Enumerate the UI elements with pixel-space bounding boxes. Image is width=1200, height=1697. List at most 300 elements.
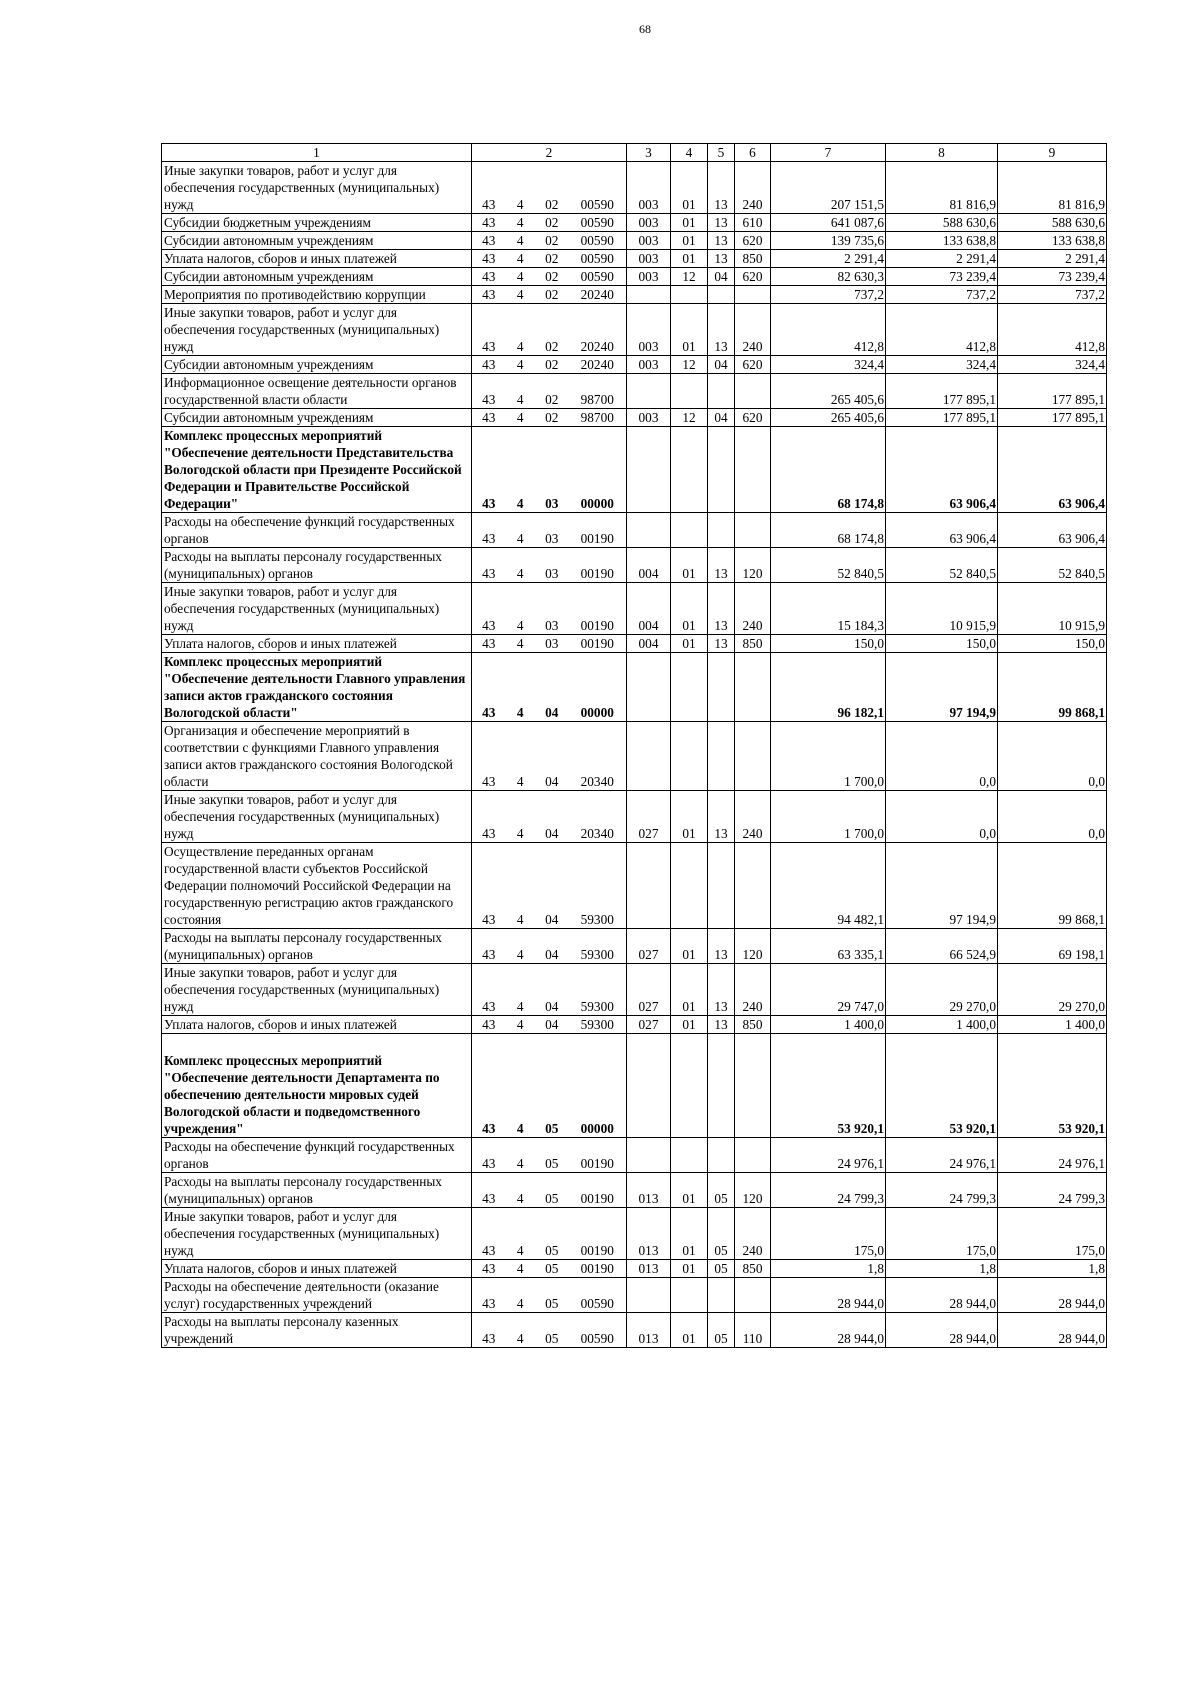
row-c4: 01 [671,304,708,356]
row-c5: 13 [708,791,735,843]
row-c4 [671,1138,708,1173]
row-c4: 01 [671,1173,708,1208]
row-amount-c7: 28 944,0 [771,1278,886,1313]
row-c5: 05 [708,1260,735,1278]
row-name: Уплата налогов, сборов и иных платежей [162,1260,472,1278]
page-number: 68 [639,22,651,36]
row-code-group [472,268,627,286]
row-c5: 05 [708,1173,735,1208]
row-code-part: 00190 [580,566,614,581]
row-name: Информационное освещение деятельности органов государственной власти области [162,374,472,409]
row-code-part: 20340 [580,826,614,841]
row-name: Уплата налогов, сборов и иных платежей [162,635,472,653]
row-c6: 240 [735,791,771,843]
row-code-part: 4 [516,269,524,284]
row-c4: 01 [671,635,708,653]
row-c6: 110 [735,1313,771,1348]
row-c4 [671,513,708,548]
row-c4: 01 [671,232,708,250]
row-amount-c9: 588 630,6 [998,214,1107,232]
row-code-part: 02 [545,197,559,212]
row-code-part: 00000 [580,705,614,720]
row-c5: 04 [708,356,735,374]
row-code-part: 43 [482,826,496,841]
row-c3: 003 [627,304,671,356]
row-code-group [472,427,627,513]
row-amount-c7: 15 184,3 [771,583,886,635]
row-c6: 240 [735,1208,771,1260]
row-c4 [671,374,708,409]
row-code-group [472,583,627,635]
row-c3: 003 [627,409,671,427]
row-code-part: 43 [482,496,496,511]
row-c5 [708,1034,735,1138]
row-amount-c9: 81 816,9 [998,162,1107,214]
row-amount-c8: 24 976,1 [886,1138,998,1173]
row-name: Расходы на выплаты персоналу государственных (муниципальных) органов [162,929,472,964]
row-code-group [472,356,627,374]
table-row [162,513,1107,548]
table-row [162,374,1107,409]
row-c4 [671,1278,708,1313]
row-code-part: 00590 [580,269,614,284]
row-c5: 13 [708,635,735,653]
row-amount-c8: 0,0 [886,722,998,791]
row-c3: 027 [627,964,671,1016]
row-amount-c9: 24 976,1 [998,1138,1107,1173]
row-amount-c7: 63 335,1 [771,929,886,964]
row-code-part: 4 [516,1331,524,1346]
row-code-part: 04 [545,947,559,962]
row-c5: 05 [708,1208,735,1260]
row-code-part: 4 [516,1261,524,1276]
row-name: Осуществление переданных органам государственной власти субъектов Российской Федерации полномочий Российской Федерации на государственную регистрацию актов гражданского состояния [162,843,472,929]
row-code-group [472,1016,627,1034]
row-c3 [627,843,671,929]
row-c3: 004 [627,548,671,583]
row-c3 [627,286,671,304]
row-code-part: 4 [516,826,524,841]
row-code-part: 4 [516,566,524,581]
row-amount-c8: 175,0 [886,1208,998,1260]
table-row [162,427,1107,513]
row-code-part: 03 [545,636,559,651]
row-code-part: 4 [516,233,524,248]
row-code-part: 00190 [580,1191,614,1206]
row-c6 [735,843,771,929]
row-code-part: 05 [545,1243,559,1258]
row-code-part: 43 [482,1296,496,1311]
row-c3: 013 [627,1313,671,1348]
row-code-group [472,1138,627,1173]
row-code-part: 4 [516,912,524,927]
row-amount-c9: 52 840,5 [998,548,1107,583]
row-code-part: 4 [516,1243,524,1258]
row-code-part: 43 [482,1156,496,1171]
row-code-part: 4 [516,496,524,511]
row-c5 [708,286,735,304]
row-code-part: 98700 [580,410,614,425]
col-header: 2 [472,144,627,162]
row-c4 [671,1034,708,1138]
row-amount-c9: 1 400,0 [998,1016,1107,1034]
row-code-part: 4 [516,339,524,354]
row-amount-c7: 2 291,4 [771,250,886,268]
col-header: 6 [735,144,771,162]
row-code-part: 04 [545,826,559,841]
row-code-part: 43 [482,912,496,927]
row-name: Субсидии автономным учреждениям [162,409,472,427]
row-amount-c7: 1,8 [771,1260,886,1278]
row-code-part: 43 [482,410,496,425]
row-c3: 004 [627,635,671,653]
row-amount-c7: 737,2 [771,286,886,304]
row-name: Организация и обеспечение мероприятий в соответствии с функциями Главного управления записи актов гражданского состояния Вологодской области [162,722,472,791]
row-c4: 01 [671,1313,708,1348]
row-code-group [472,1208,627,1260]
row-amount-c8: 0,0 [886,791,998,843]
col-header: 5 [708,144,735,162]
row-code-part: 4 [516,410,524,425]
row-code-part: 43 [482,774,496,789]
row-c4 [671,653,708,722]
row-c6: 240 [735,964,771,1016]
row-c3: 027 [627,791,671,843]
row-code-group [472,1260,627,1278]
row-c4 [671,722,708,791]
row-amount-c9: 24 799,3 [998,1173,1107,1208]
col-header: 3 [627,144,671,162]
row-code-part: 4 [516,215,524,230]
row-c3 [627,513,671,548]
row-c3 [627,1278,671,1313]
row-amount-c7: 24 799,3 [771,1173,886,1208]
header-row [162,144,1107,162]
row-c3: 003 [627,268,671,286]
row-amount-c8: 63 906,4 [886,427,998,513]
row-code-part: 00190 [580,618,614,633]
row-c6: 850 [735,1260,771,1278]
row-code-part: 00190 [580,1261,614,1276]
row-amount-c9: 0,0 [998,722,1107,791]
row-amount-c9: 63 906,4 [998,427,1107,513]
row-code-part: 43 [482,287,496,302]
row-c5: 04 [708,409,735,427]
row-code-part: 00000 [580,496,614,511]
row-code-part: 43 [482,1243,496,1258]
row-code-part: 03 [545,531,559,546]
row-c3: 013 [627,1208,671,1260]
row-name: Субсидии бюджетным учреждениям [162,214,472,232]
row-amount-c7: 1 400,0 [771,1016,886,1034]
row-code-part: 00590 [580,251,614,266]
row-c4: 12 [671,409,708,427]
row-amount-c7: 265 405,6 [771,374,886,409]
row-amount-c8: 73 239,4 [886,268,998,286]
row-c4: 01 [671,964,708,1016]
table-row [162,1034,1107,1138]
row-code-part: 00590 [580,197,614,212]
row-c5: 13 [708,304,735,356]
row-c6: 620 [735,268,771,286]
row-code-part: 05 [545,1261,559,1276]
row-c3: 003 [627,356,671,374]
row-code-group [472,513,627,548]
row-code-group [472,250,627,268]
row-c5: 13 [708,214,735,232]
row-c4: 12 [671,268,708,286]
row-code-part: 43 [482,392,496,407]
row-code-group [472,214,627,232]
row-code-group [472,1313,627,1348]
row-amount-c9: 99 868,1 [998,653,1107,722]
row-amount-c8: 24 799,3 [886,1173,998,1208]
table-row [162,1138,1107,1173]
table-row [162,214,1107,232]
row-amount-c8: 28 944,0 [886,1313,998,1348]
row-code-group [472,232,627,250]
row-code-group [472,1034,627,1138]
row-name: Иные закупки товаров, работ и услуг для обеспечения государственных (муниципальных) нужд [162,304,472,356]
row-c6 [735,1034,771,1138]
row-name: Комплекс процессных мероприятий "Обеспечение деятельности Департамента по обеспечению деятельности мировых судей Вологодской области и подведомственного учреждения" [162,1034,472,1138]
row-code-part: 43 [482,566,496,581]
row-amount-c9: 324,4 [998,356,1107,374]
row-c4: 12 [671,356,708,374]
row-amount-c7: 82 630,3 [771,268,886,286]
table-row [162,1278,1107,1313]
row-code-part: 43 [482,197,496,212]
row-amount-c9: 133 638,8 [998,232,1107,250]
row-c3: 003 [627,214,671,232]
row-c6: 120 [735,1173,771,1208]
row-code-part: 20340 [580,774,614,789]
row-amount-c7: 52 840,5 [771,548,886,583]
row-amount-c8: 66 524,9 [886,929,998,964]
row-code-group [472,374,627,409]
row-amount-c7: 324,4 [771,356,886,374]
table-row [162,250,1107,268]
row-code-part: 05 [545,1191,559,1206]
row-amount-c8: 28 944,0 [886,1278,998,1313]
row-amount-c9: 69 198,1 [998,929,1107,964]
row-amount-c7: 94 482,1 [771,843,886,929]
row-c5: 13 [708,232,735,250]
row-c6 [735,653,771,722]
row-amount-c7: 68 174,8 [771,513,886,548]
row-code-part: 00590 [580,1296,614,1311]
row-name: Расходы на выплаты персоналу государственных (муниципальных) органов [162,1173,472,1208]
row-amount-c7: 53 920,1 [771,1034,886,1138]
row-code-part: 43 [482,947,496,962]
row-code-part: 4 [516,531,524,546]
row-code-part: 00590 [580,233,614,248]
table-row [162,964,1107,1016]
row-code-part: 00590 [580,1331,614,1346]
row-c5: 13 [708,583,735,635]
row-code-part: 4 [516,636,524,651]
row-amount-c8: 10 915,9 [886,583,998,635]
row-c4: 01 [671,583,708,635]
row-amount-c7: 150,0 [771,635,886,653]
row-c3 [627,653,671,722]
row-code-part: 43 [482,531,496,546]
row-code-part: 59300 [580,912,614,927]
row-c5: 13 [708,250,735,268]
row-code-part: 20240 [580,357,614,372]
row-amount-c8: 1 400,0 [886,1016,998,1034]
row-code-part: 59300 [580,1017,614,1032]
row-c5 [708,843,735,929]
row-c6: 240 [735,304,771,356]
table-row [162,929,1107,964]
row-amount-c7: 68 174,8 [771,427,886,513]
row-c3: 003 [627,162,671,214]
row-name: Комплекс процессных мероприятий "Обеспечение деятельности Представительства Вологодской области при Президенте Российской Федерации и Правительстве Российской Федерации" [162,427,472,513]
row-amount-c9: 175,0 [998,1208,1107,1260]
row-c3: 003 [627,232,671,250]
row-code-group [472,791,627,843]
row-code-part: 4 [516,999,524,1014]
row-c6 [735,722,771,791]
col-header: 4 [671,144,708,162]
table-row [162,548,1107,583]
row-name: Расходы на обеспечение функций государственных органов [162,1138,472,1173]
row-amount-c8: 324,4 [886,356,998,374]
row-code-part: 00590 [580,215,614,230]
table-row [162,268,1107,286]
row-amount-c8: 63 906,4 [886,513,998,548]
row-code-group [472,304,627,356]
row-c6 [735,286,771,304]
row-c3: 027 [627,929,671,964]
row-code-part: 02 [545,339,559,354]
row-name: Иные закупки товаров, работ и услуг для обеспечения государственных (муниципальных) нужд [162,162,472,214]
row-c6 [735,427,771,513]
row-code-part: 4 [516,1296,524,1311]
row-amount-c8: 97 194,9 [886,843,998,929]
row-c4 [671,427,708,513]
row-c4: 01 [671,162,708,214]
row-amount-c7: 29 747,0 [771,964,886,1016]
row-code-part: 43 [482,339,496,354]
row-c5 [708,374,735,409]
row-amount-c9: 73 239,4 [998,268,1107,286]
row-c5 [708,653,735,722]
row-amount-c7: 139 735,6 [771,232,886,250]
row-code-group [472,1278,627,1313]
row-amount-c7: 24 976,1 [771,1138,886,1173]
row-c6 [735,1278,771,1313]
row-code-part: 03 [545,618,559,633]
row-code-part: 4 [516,1121,524,1136]
row-amount-c8: 588 630,6 [886,214,998,232]
row-amount-c8: 1,8 [886,1260,998,1278]
row-code-part: 04 [545,912,559,927]
row-code-part: 02 [545,410,559,425]
row-code-part: 00190 [580,636,614,651]
row-c5 [708,1138,735,1173]
row-amount-c8: 177 895,1 [886,409,998,427]
row-amount-c8: 52 840,5 [886,548,998,583]
row-amount-c9: 28 944,0 [998,1278,1107,1313]
row-amount-c8: 29 270,0 [886,964,998,1016]
row-code-part: 4 [516,618,524,633]
row-c4 [671,843,708,929]
row-name: Мероприятия по противодействию коррупции [162,286,472,304]
row-c4: 01 [671,214,708,232]
table-row [162,1260,1107,1278]
row-name: Уплата налогов, сборов и иных платежей [162,1016,472,1034]
row-c5 [708,1278,735,1313]
row-c3: 013 [627,1173,671,1208]
col-header: 9 [998,144,1107,162]
table-row [162,635,1107,653]
row-name: Расходы на выплаты персоналу казенных учреждений [162,1313,472,1348]
row-c6 [735,1138,771,1173]
row-code-part: 00190 [580,1156,614,1171]
col-header: 8 [886,144,998,162]
row-code-part: 59300 [580,999,614,1014]
row-c4: 01 [671,1208,708,1260]
row-code-part: 02 [545,251,559,266]
table-row [162,791,1107,843]
table-row [162,722,1107,791]
row-code-part: 4 [516,197,524,212]
table-row [162,286,1107,304]
row-c6: 620 [735,232,771,250]
row-amount-c7: 641 087,6 [771,214,886,232]
row-c6: 120 [735,929,771,964]
row-c3 [627,374,671,409]
row-c3 [627,427,671,513]
row-name: Уплата налогов, сборов и иных платежей [162,250,472,268]
table-row [162,1313,1107,1348]
col-header: 7 [771,144,886,162]
row-amount-c7: 412,8 [771,304,886,356]
row-c4: 01 [671,1260,708,1278]
row-amount-c8: 177 895,1 [886,374,998,409]
row-c6: 240 [735,162,771,214]
row-amount-c8: 150,0 [886,635,998,653]
row-code-part: 4 [516,287,524,302]
row-code-part: 02 [545,215,559,230]
row-name: Иные закупки товаров, работ и услуг для обеспечения государственных (муниципальных) нужд [162,583,472,635]
row-code-part: 00000 [580,1121,614,1136]
row-code-part: 02 [545,287,559,302]
row-code-group [472,722,627,791]
row-c5 [708,513,735,548]
row-c4: 01 [671,1016,708,1034]
row-c6: 850 [735,635,771,653]
row-amount-c9: 177 895,1 [998,409,1107,427]
row-code-group [472,843,627,929]
row-code-part: 43 [482,636,496,651]
row-c3 [627,722,671,791]
row-amount-c9: 28 944,0 [998,1313,1107,1348]
row-code-part: 4 [516,392,524,407]
row-name: Субсидии автономным учреждениям [162,268,472,286]
row-c5: 13 [708,964,735,1016]
row-code-part: 43 [482,705,496,720]
row-code-part: 4 [516,1017,524,1032]
row-code-part: 03 [545,566,559,581]
row-c6: 620 [735,409,771,427]
row-c3: 003 [627,250,671,268]
row-code-part: 43 [482,1017,496,1032]
row-code-part: 43 [482,1191,496,1206]
row-amount-c9: 29 270,0 [998,964,1107,1016]
